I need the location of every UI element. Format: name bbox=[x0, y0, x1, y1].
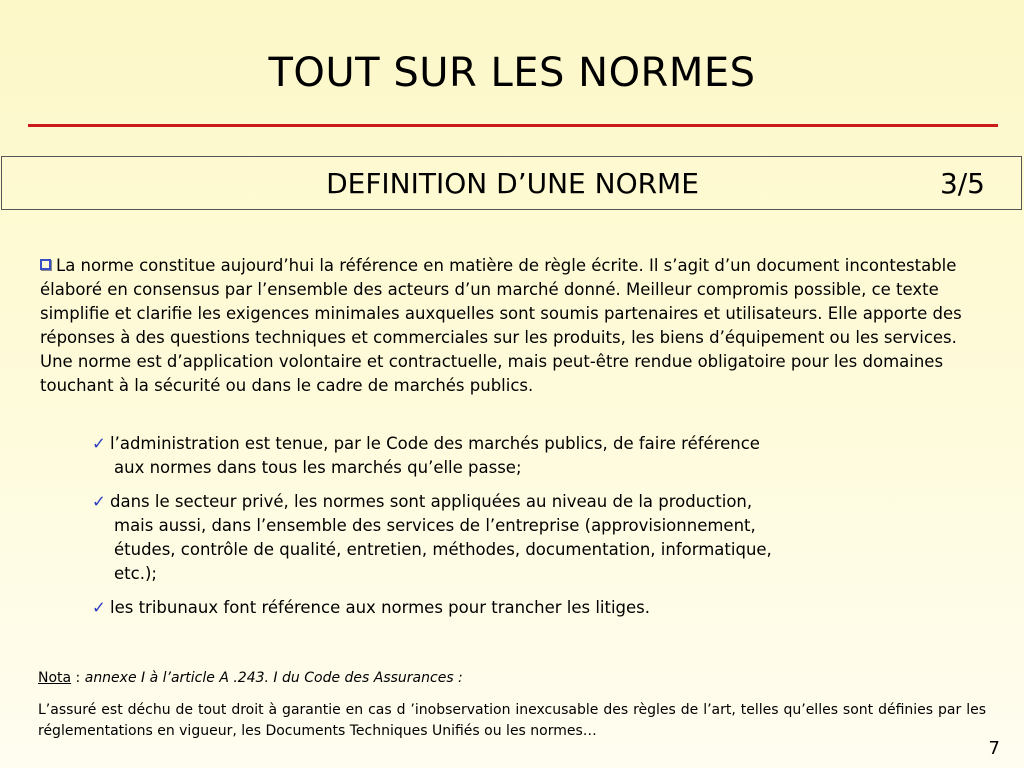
nota-separator: : bbox=[71, 670, 85, 686]
section-header-box bbox=[1, 156, 1022, 210]
check-mark-icon: ✓ bbox=[92, 598, 106, 617]
check-item bbox=[90, 490, 790, 586]
nota-line bbox=[38, 668, 988, 688]
main-paragraph-text: La norme constitue aujourd’hui la référence en matière de règle écrite. Il s’agit d’un document incontestable élaboré en consensus par l’ensemble des acteurs d’un marché donné. Meilleur compromis possible, ce texte simplifie et clarifie les exigences minimales auxquelles sont soumis partenaires et utilisateurs. Elle apporte des réponses à des questions techniques et commerciales sur les produits, les biens d’équipement ou les services. Une norme est d’application volontaire et contractuelle, mais peut-être rendue obligatoire pour les domaines touchant à la sécurité ou dans le cadre de marchés publics. bbox=[40, 256, 962, 395]
check-list bbox=[90, 432, 790, 630]
check-item-text: les tribunaux font référence aux normes pour trancher les litiges. bbox=[110, 598, 651, 617]
main-paragraph bbox=[40, 254, 990, 398]
square-bullet-icon bbox=[40, 259, 51, 270]
check-mark-icon: ✓ bbox=[92, 492, 106, 511]
nota-reference: annexe I à l’article A .243. I du Code des Assurances : bbox=[84, 670, 463, 686]
slide-title: TOUT SUR LES NORMES bbox=[268, 50, 756, 96]
check-item-text: dans le secteur privé, les normes sont appliquées au niveau de la production, mais aussi, dans l’ensemble des services de l’entreprise (approvisionnement, études, contrôle de qualité, entretien, méthodes, documentation, informatique, etc.); bbox=[110, 492, 772, 583]
check-mark-icon: ✓ bbox=[92, 434, 106, 453]
check-item bbox=[90, 432, 790, 480]
check-item-text: l’administration est tenue, par le Code des marchés publics, de faire référence aux normes dans tous les marchés qu’elle passe; bbox=[110, 434, 760, 477]
section-page-indicator: 3/5 bbox=[939, 167, 985, 200]
page-number: 7 bbox=[988, 738, 1000, 759]
section-title: DEFINITION D’UNE NORME bbox=[326, 167, 699, 200]
check-item bbox=[90, 596, 790, 620]
nota-label: Nota bbox=[38, 670, 72, 686]
nota-body: L’assuré est déchu de tout droit à garantie en cas d ’inobservation inexcusable des règles de l’art, telles qu’elles sont définies par les réglementations en vigueur, les Documents Techniques Unifiés ou les normes… bbox=[38, 702, 986, 739]
title-underline bbox=[28, 124, 998, 127]
